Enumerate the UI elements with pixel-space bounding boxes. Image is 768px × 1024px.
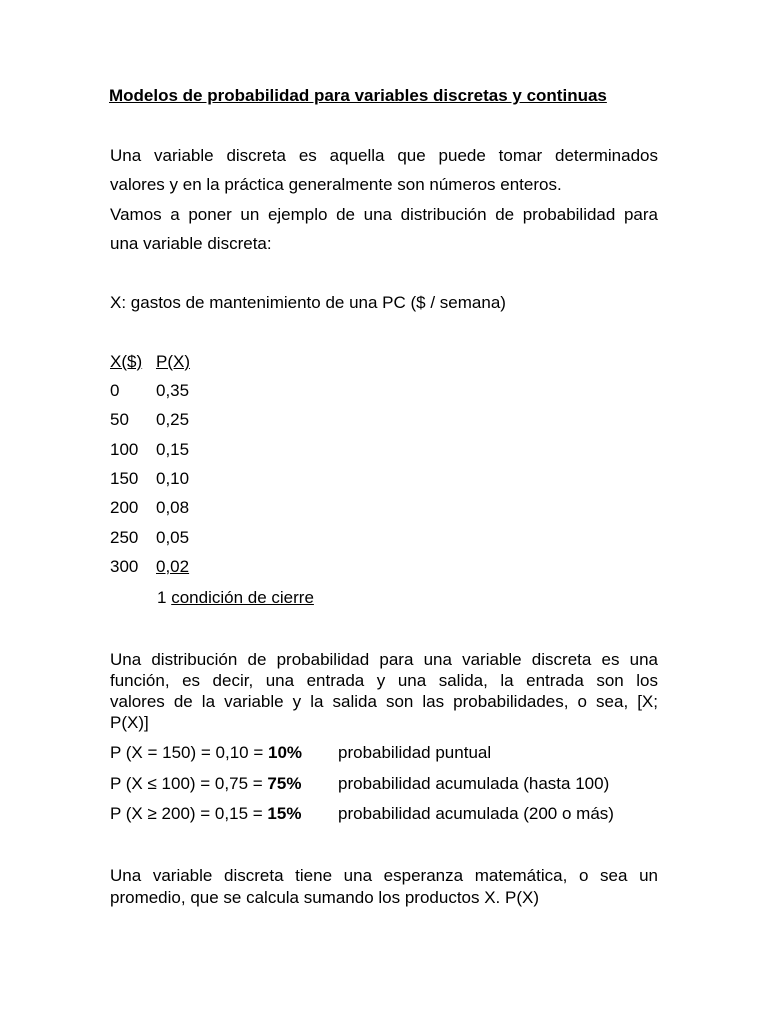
table-cell-p: 0,10 <box>156 469 190 488</box>
table-cell-p: 0,05 <box>156 528 190 547</box>
table-cell-p: 0,35 <box>156 381 190 400</box>
table-total-row <box>157 588 314 608</box>
example-cumulative-from <box>110 804 301 824</box>
definition-line-2: función, es decir, una entrada y una salida, la entrada son los <box>110 671 658 690</box>
example-percent: 75% <box>267 774 302 793</box>
expectation-line-1: Una variable discreta tiene una esperanza matemática, o sea un <box>110 866 658 885</box>
definition-line-3: valores de la variable y la salida son las probabilidades, o sea, [X; <box>110 692 658 711</box>
table-cell-x: 300 <box>110 557 139 576</box>
table-cell-x: 250 <box>110 528 139 547</box>
intro-line-1: Una variable discreta es aquella que puede tomar determinados <box>110 146 658 165</box>
variable-definition: X: gastos de mantenimiento de una PC ($ / semana) <box>110 293 506 312</box>
table-cell-x: 200 <box>110 498 139 517</box>
table-header-x: X($) <box>110 352 143 371</box>
table-cell-x: 50 <box>110 410 129 429</box>
definition-line-1: Una distribución de probabilidad para una variable discreta es una <box>110 650 658 669</box>
table-cell-p: 0,15 <box>156 440 190 459</box>
intro-line-2: valores y en la práctica generalmente son números enteros. <box>110 175 562 194</box>
table-total-label: condición de cierre <box>171 588 314 607</box>
intro-line-3: Vamos a poner un ejemplo de una distribución de probabilidad para <box>110 205 658 224</box>
table-cell-x: 0 <box>110 381 120 400</box>
example-point <box>110 743 302 763</box>
table-cell-p: 0,08 <box>156 498 190 517</box>
example-description: probabilidad acumulada (200 o más) <box>338 804 614 823</box>
expectation-line-2: promedio, que se calcula sumando los productos X. P(X) <box>110 888 540 907</box>
table-cell-p: 0,02 <box>156 557 190 576</box>
example-description: probabilidad puntual <box>338 743 492 762</box>
example-cumulative-up-to <box>110 774 301 794</box>
table-cell-x: 100 <box>110 440 139 459</box>
example-percent: 10% <box>268 743 303 762</box>
example-description: probabilidad acumulada (hasta 100) <box>338 774 610 793</box>
table-cell-x: 150 <box>110 469 139 488</box>
table-header-p: P(X) <box>156 352 190 371</box>
definition-line-4: P(X)] <box>110 713 149 732</box>
intro-line-4: una variable discreta: <box>110 234 272 253</box>
example-percent: 15% <box>267 804 302 823</box>
example-expression: P (X ≤ 100) = 0,75 = <box>110 774 268 793</box>
table-total-value: 1 <box>157 588 167 607</box>
document-title: Modelos de probabilidad para variables discretas y continuas <box>109 86 607 105</box>
example-expression: P (X = 150) = 0,10 = <box>110 743 268 762</box>
example-expression: P (X ≥ 200) = 0,15 = <box>110 804 268 823</box>
table-cell-p: 0,25 <box>156 410 190 429</box>
